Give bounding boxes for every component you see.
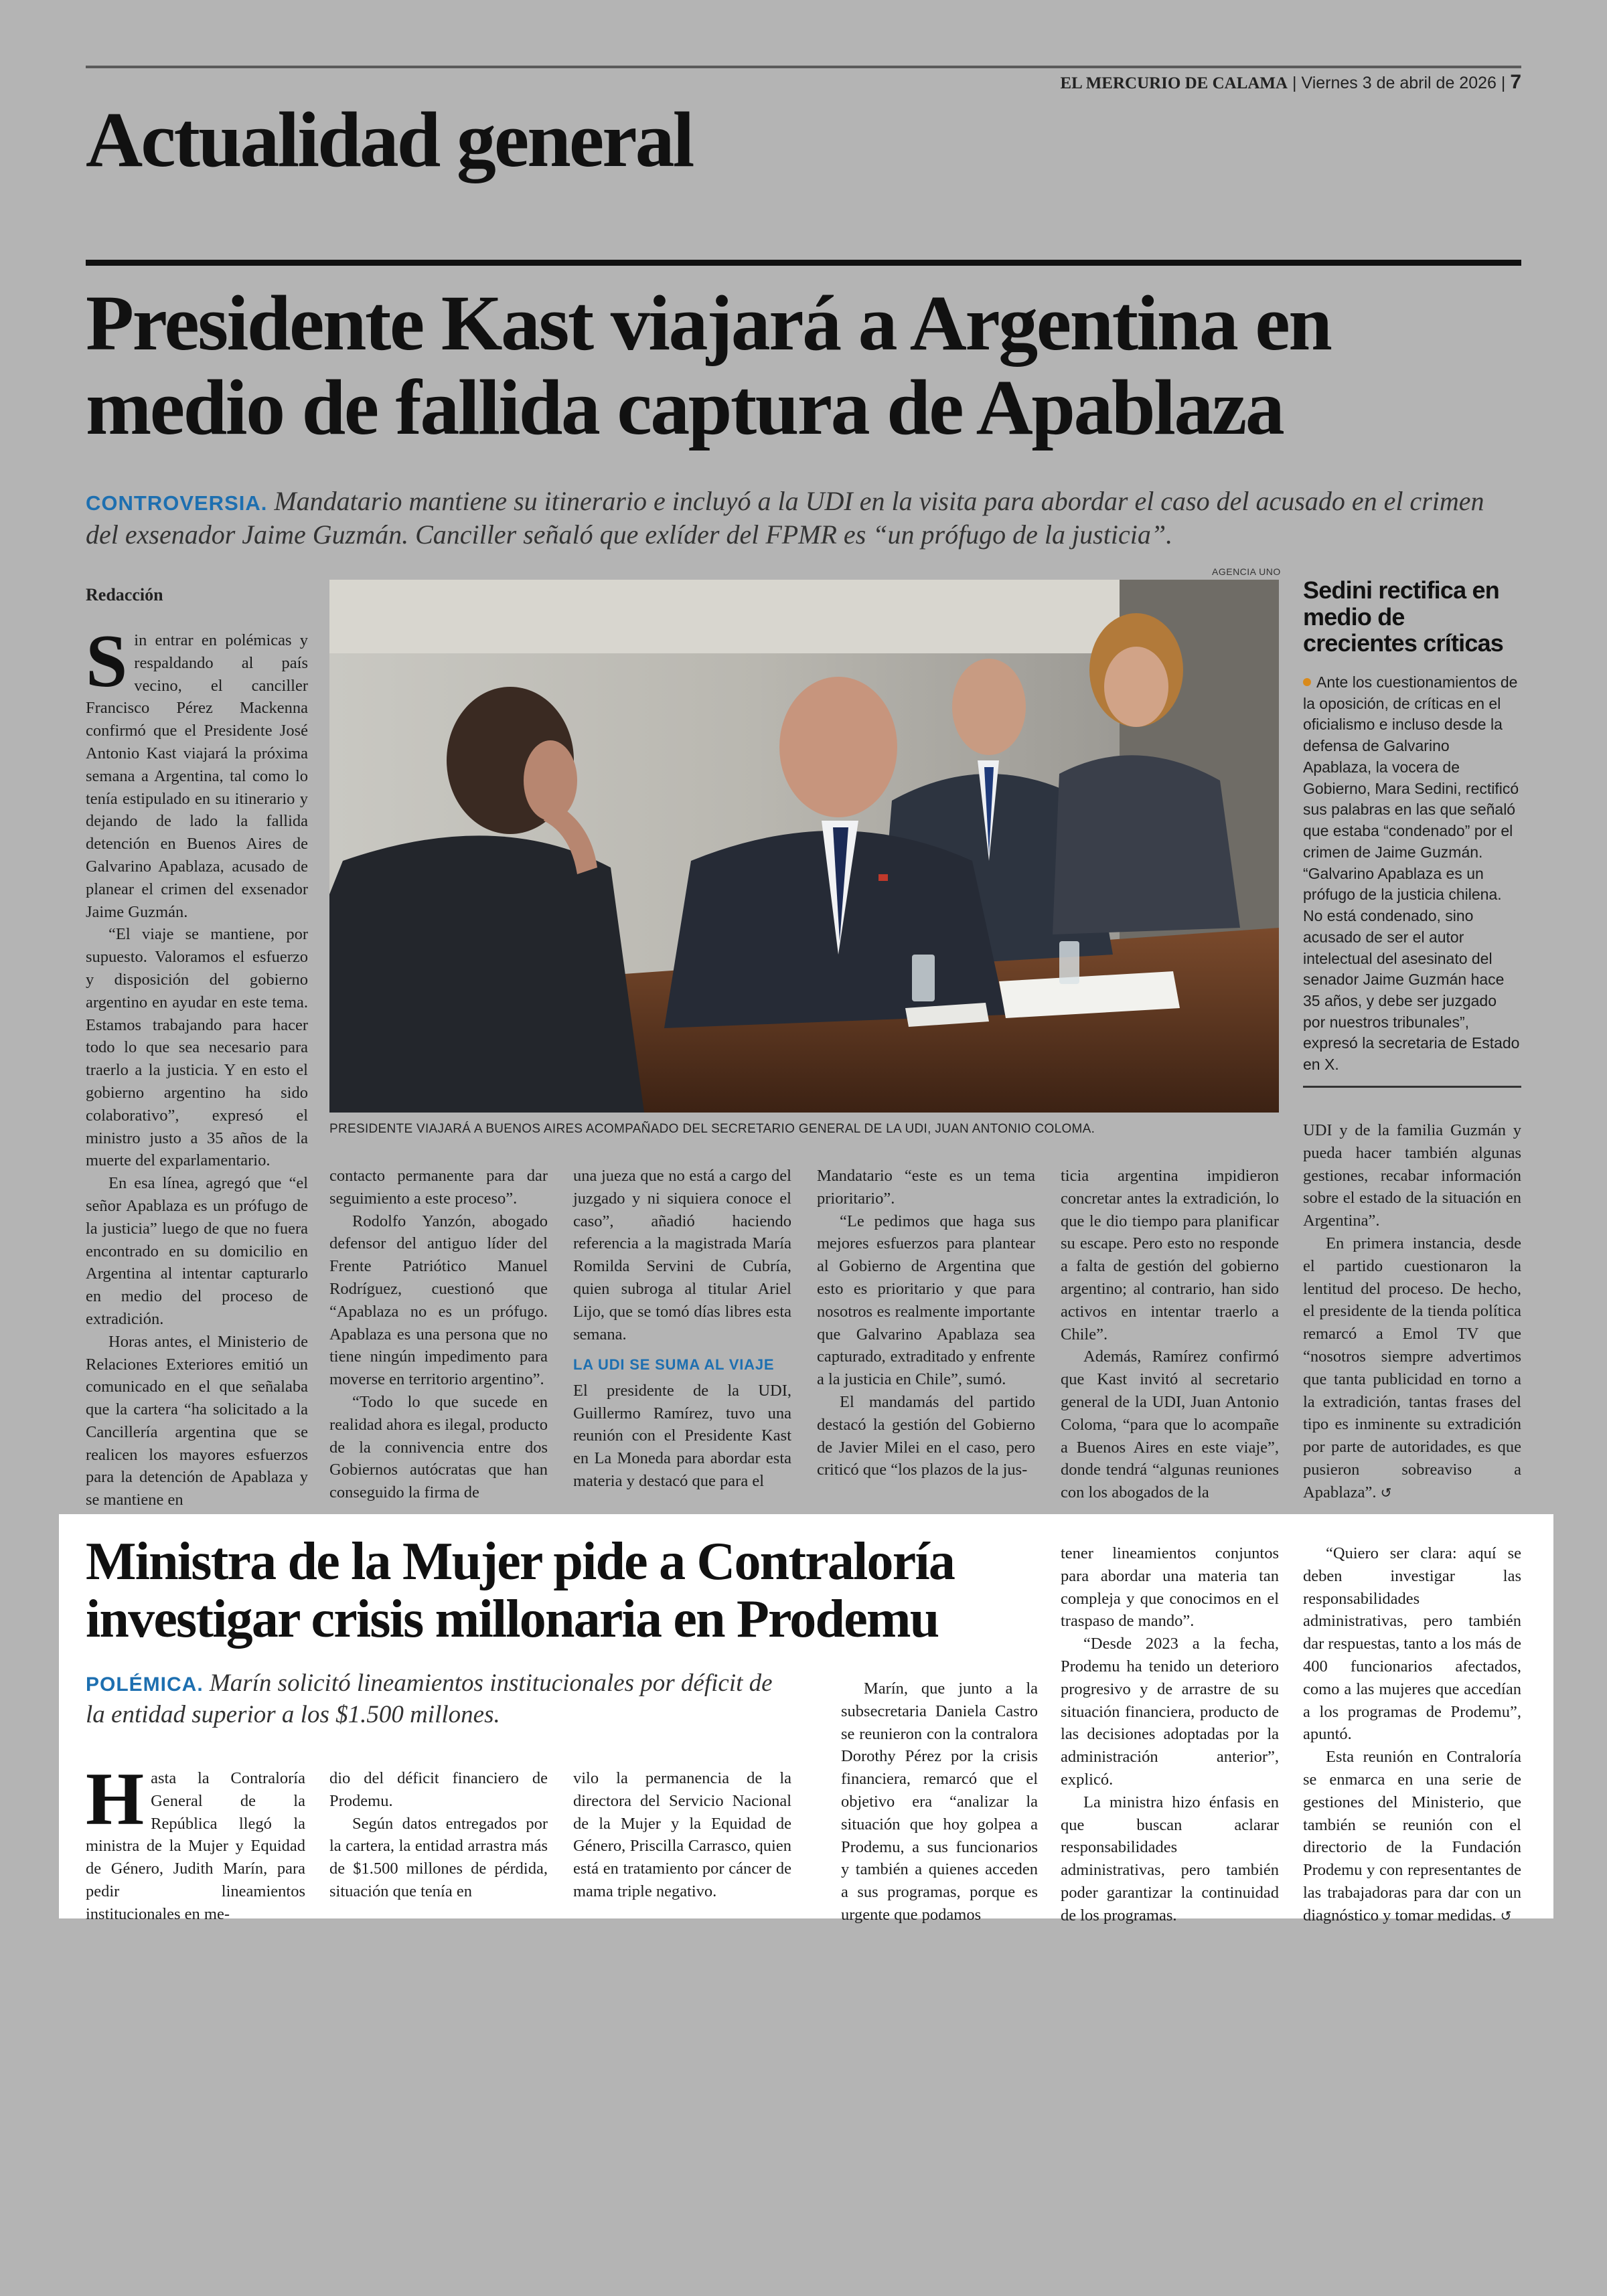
main-paragraph: El mandamás del partido destacó la gestión del Gobierno de Javier Milei en el caso, pero criticó que “los plazos de la jus- bbox=[817, 1392, 1035, 1479]
page-number: 7 bbox=[1510, 71, 1521, 93]
second-paragraph: Marín, que junto a la subsecretaria Daniela Castro se reunieron con la contralora Dorothy Pérez por la crisis financiera, remarcó que el objetivo era “analizar la situación que hoy golpea a Prodemu, a sus funcionarios y también a quienes acceden a sus programas, porque es urgente que podamos bbox=[841, 1679, 1038, 1924]
section-title: Actualidad general bbox=[86, 96, 693, 183]
main-paragraph: “Todo lo que sucede en realidad ahora es ilegal, producto de la connivencia entre dos Gobiernos autócratas que han conseguido la firma de bbox=[329, 1392, 548, 1502]
main-deck bbox=[86, 485, 1499, 552]
paragraph-text: En primera instancia, desde el partido cuestionaron la lentitud del proceso. De hecho, el presidente de la tienda política remarcó a Emol TV que “nosotros siempre advertimos que tanta publicidad en torno a la extradición, tantas frases del tipo es inminente su extradición por parte de autoridades, es que pusieron sobreaviso a Apablaza”. bbox=[1303, 1234, 1521, 1501]
second-paragraph bbox=[86, 1758, 305, 1926]
main-paragraph: “Le pedimos que haga sus mejores esfuerzos para plantear al Gobierno de Argentina que esto es prioritario y que para nosotros es realmente importante que Galvarino Apablaza sea capturado, extraditado y enfrente a la justicia en Chile”, sumó. bbox=[817, 1212, 1035, 1389]
main-paragraph: ticia argentina impidieron concretar antes la extradición, lo que le dio tiempo para planificar su escape. Pero esto no responde a falta de gestión del gobierno argentino; al contrario, han sido activos en intentar traerlo a Chile”. bbox=[1061, 1167, 1279, 1343]
news-photo bbox=[329, 580, 1279, 1113]
second-column-3 bbox=[573, 1767, 791, 1903]
second-kicker: POLÉMICA. bbox=[86, 1673, 204, 1696]
second-paragraph: tener lineamientos conjuntos para abordar una materia tan compleja y que conocimos en el traspaso de mando”. bbox=[1061, 1544, 1279, 1631]
main-paragraph bbox=[1303, 1232, 1521, 1504]
main-column-2 bbox=[329, 1165, 548, 1504]
sidebar-rule bbox=[1303, 1086, 1521, 1088]
main-column-4 bbox=[817, 1165, 1035, 1481]
end-mark-icon: ↺ bbox=[1380, 1484, 1392, 1501]
end-mark-icon: ↺ bbox=[1500, 1907, 1512, 1924]
main-paragraph: Mandatario “este es un tema prioritario”. bbox=[817, 1167, 1035, 1208]
photo-caption: PRESIDENTE VIAJARÁ A BUENOS AIRES ACOMPAÑADO DEL SECRETARIO GENERAL DE LA UDI, JUAN ANTONIO COLOMA. bbox=[329, 1122, 1095, 1136]
bullet-icon bbox=[1303, 678, 1311, 686]
sidebar-body bbox=[1303, 672, 1521, 1076]
sidebar-title: Sedini rectifica en medio de crecientes críticas bbox=[1303, 576, 1504, 657]
main-paragraph: Además, Ramírez confirmó que Kast invitó al secretario general de la UDI, Juan Antonio Coloma, “para que lo acompañe a Buenos Aires en este viaje”, donde tendrá “algunas reuniones con los abogados de la bbox=[1061, 1347, 1279, 1502]
main-paragraph: contacto permanente para dar seguimiento a este proceso”. bbox=[329, 1167, 548, 1208]
second-deck-text: Marín solicitó lineamientos institucionales por déficit de la entidad superior a los $1.500 millones. bbox=[86, 1669, 773, 1728]
main-column-1 bbox=[86, 620, 308, 1511]
drop-cap: H bbox=[86, 1758, 145, 1841]
paragraph-text: Esta reunión en Contraloría se enmarca en una serie de gestiones del Ministerio, que también se reunión con el directorio de la Fundación Prodemu y con representantes de las trabajadoras para dar con un diagnóstico y tomar medidas. bbox=[1303, 1748, 1521, 1924]
main-paragraph: una jueza que no está a cargo del juzgado y ni siquiera conoce el caso”, añadió haciendo referencia a la magistrada María Romilda Servini de Cubría, quien subroga al titular Ariel Lijo, que se tomó días libres esta semana. bbox=[573, 1167, 791, 1343]
second-paragraph: vilo la permanencia de la directora del Servicio Nacional de la Mujer y la Equidad de Género, Priscilla Carrasco, quien está en tratamiento por cáncer de mama triple negativo. bbox=[573, 1769, 791, 1900]
top-rule bbox=[86, 66, 1521, 68]
second-paragraph: Según datos entregados por la cartera, la entidad arrastra más de $1.500 millones de pérdida, situación que tenía en bbox=[329, 1814, 548, 1900]
main-paragraph: “El viaje se mantiene, por supuesto. Valoramos el esfuerzo y disposición del gobierno argentino en ayudar en este tema. Estamos trabajando para hacer todo lo que sea necesario para traerlo a la justicia. Y en esto el gobierno argentino ha sido colaborativo”, expresó el ministro justo a 35 años de la muerte del exparlamentario. bbox=[86, 925, 308, 1170]
paragraph-text: in entrar en polémicas y respaldando al país vecino, el canciller Francisco Pérez Mackenna confirmó que el Presidente José Antonio Kast viajará la próxima semana a Argentina, tal como lo tenía estipulado en su itinerario y dejando de lado la fallida detención en Buenos Aires de Galvarino Apablaza, acusado de planear el crimen del exsenador Jaime Guzmán. bbox=[86, 631, 308, 921]
drop-cap: S bbox=[86, 620, 128, 703]
second-deck bbox=[86, 1668, 795, 1730]
main-paragraph: En esa línea, agregó que “el señor Apablaza es un prófugo de la justicia” luego de que no fuera encontrado en su domicilio en Argentina al intentar capturarlo en medio del proceso de extradición. bbox=[86, 1174, 308, 1328]
second-headline: Ministra de la Mujer pide a Contraloría investigar crisis millonaria en Prodemu bbox=[86, 1532, 955, 1649]
second-column-2 bbox=[329, 1767, 548, 1903]
second-paragraph: “Quiero ser clara: aquí se deben investigar las responsabilidades administrativas, pero también dar respuestas, tanto a los más de 400 funcionarios afectados, como a las mujeres que accedían a los programas de Prodemu”, apuntó. bbox=[1303, 1544, 1521, 1744]
second-column-5 bbox=[1061, 1542, 1279, 1927]
main-deck-text: Mandatario mantiene su itinerario e incluyó a la UDI en la visita para abordar el caso del acusado en el crimen del exsenador Jaime Guzmán. Canciller señaló que exlíder del FPMR es “un prófugo de la justicia”. bbox=[86, 486, 1484, 550]
issue-date: Viernes 3 de abril de 2026 bbox=[1301, 74, 1497, 92]
main-kicker: CONTROVERSIA. bbox=[86, 491, 268, 515]
second-column-4 bbox=[841, 1677, 1038, 1926]
main-paragraph bbox=[86, 620, 308, 923]
main-headline: Presidente Kast viajará a Argentina en medio de fallida captura de Apablaza bbox=[86, 279, 1331, 452]
main-paragraph: Rodolfo Yanzón, abogado defensor del antiguo líder del Frente Patriótico Manuel Rodríguez, cuestionó que “Apablaza no es un prófugo. Apablaza es una persona que no tiene ningún impedimento para moverse en territorio argentino”. bbox=[329, 1212, 548, 1389]
second-paragraph bbox=[1303, 1746, 1521, 1926]
section-rule bbox=[86, 260, 1521, 266]
main-paragraph: UDI y de la familia Guzmán y pueda hacer también algunas gestiones, recabar información sobre el estado de la situación en Argentina”. bbox=[1303, 1121, 1521, 1230]
paper-name: EL MERCURIO DE CALAMA bbox=[1060, 74, 1288, 92]
second-column-6 bbox=[1303, 1542, 1521, 1927]
main-paragraph: Horas antes, el Ministerio de Relaciones Exteriores emitió un comunicado en el que señalaba que la cartera “ha solicitado a la Cancillería argentina que se realicen los mayores esfuerzos para la detención de Apablaza y se mantiene en bbox=[86, 1332, 308, 1509]
subhead: LA UDI SE SUMA AL VIAJE bbox=[573, 1356, 775, 1374]
paragraph-text: asta la Contraloría General de la República llegó la ministra de la Mujer y Equidad de Género, Judith Marín, para pedir lineamientos institucionales en me- bbox=[86, 1769, 305, 1923]
main-column-6 bbox=[1303, 1119, 1521, 1504]
sidebar-text: Ante los cuestionamientos de la oposición, de críticas en el oficialismo e incluso desde la defensa de Galvarino Apablaza, la vocera de Gobierno, Mara Sedini, rectificó sus palabras en las que señaló que estaba “condenado” por el crimen de Jaime Guzmán. “Galvarino Apablaza es un prófugo de la justicia chilena. No está condenado, sino acusado de ser el autor intelectual del asesinato del senador Jaime Guzmán hace 35 años, y debe ser juzgado por nuestros tribunales”, expresó la secretaria de Estado en X. bbox=[1303, 673, 1520, 1074]
main-paragraph: El presidente de la UDI, Guillermo Ramírez, tuvo una reunión con el Presidente Kast en La Moneda para abordar esta materia y destacó que para el bbox=[573, 1381, 791, 1490]
second-paragraph: La ministra hizo énfasis en que buscan aclarar responsabilidades administrativas, pero también poder garantizar la continuidad de los programas. bbox=[1061, 1793, 1279, 1924]
photo-credit: AGENCIA UNO bbox=[1212, 566, 1281, 577]
main-column-5 bbox=[1061, 1165, 1279, 1504]
second-paragraph: dio del déficit financiero de Prodemu. bbox=[329, 1769, 548, 1810]
second-column-1 bbox=[86, 1758, 305, 1926]
second-paragraph: “Desde 2023 a la fecha, Prodemu ha tenido un deterioro progresivo y de arrastre de su situación financiera, producto de las decisiones adoptadas por la administración anterior”, explicó. bbox=[1061, 1635, 1279, 1789]
folio: EL MERCURIO DE CALAMA | Viernes 3 de abril de 2026 | 7 bbox=[1060, 71, 1521, 93]
photo-illustration bbox=[329, 580, 1279, 1113]
main-column-3 bbox=[573, 1165, 791, 1493]
byline: Redacción bbox=[86, 585, 163, 604]
